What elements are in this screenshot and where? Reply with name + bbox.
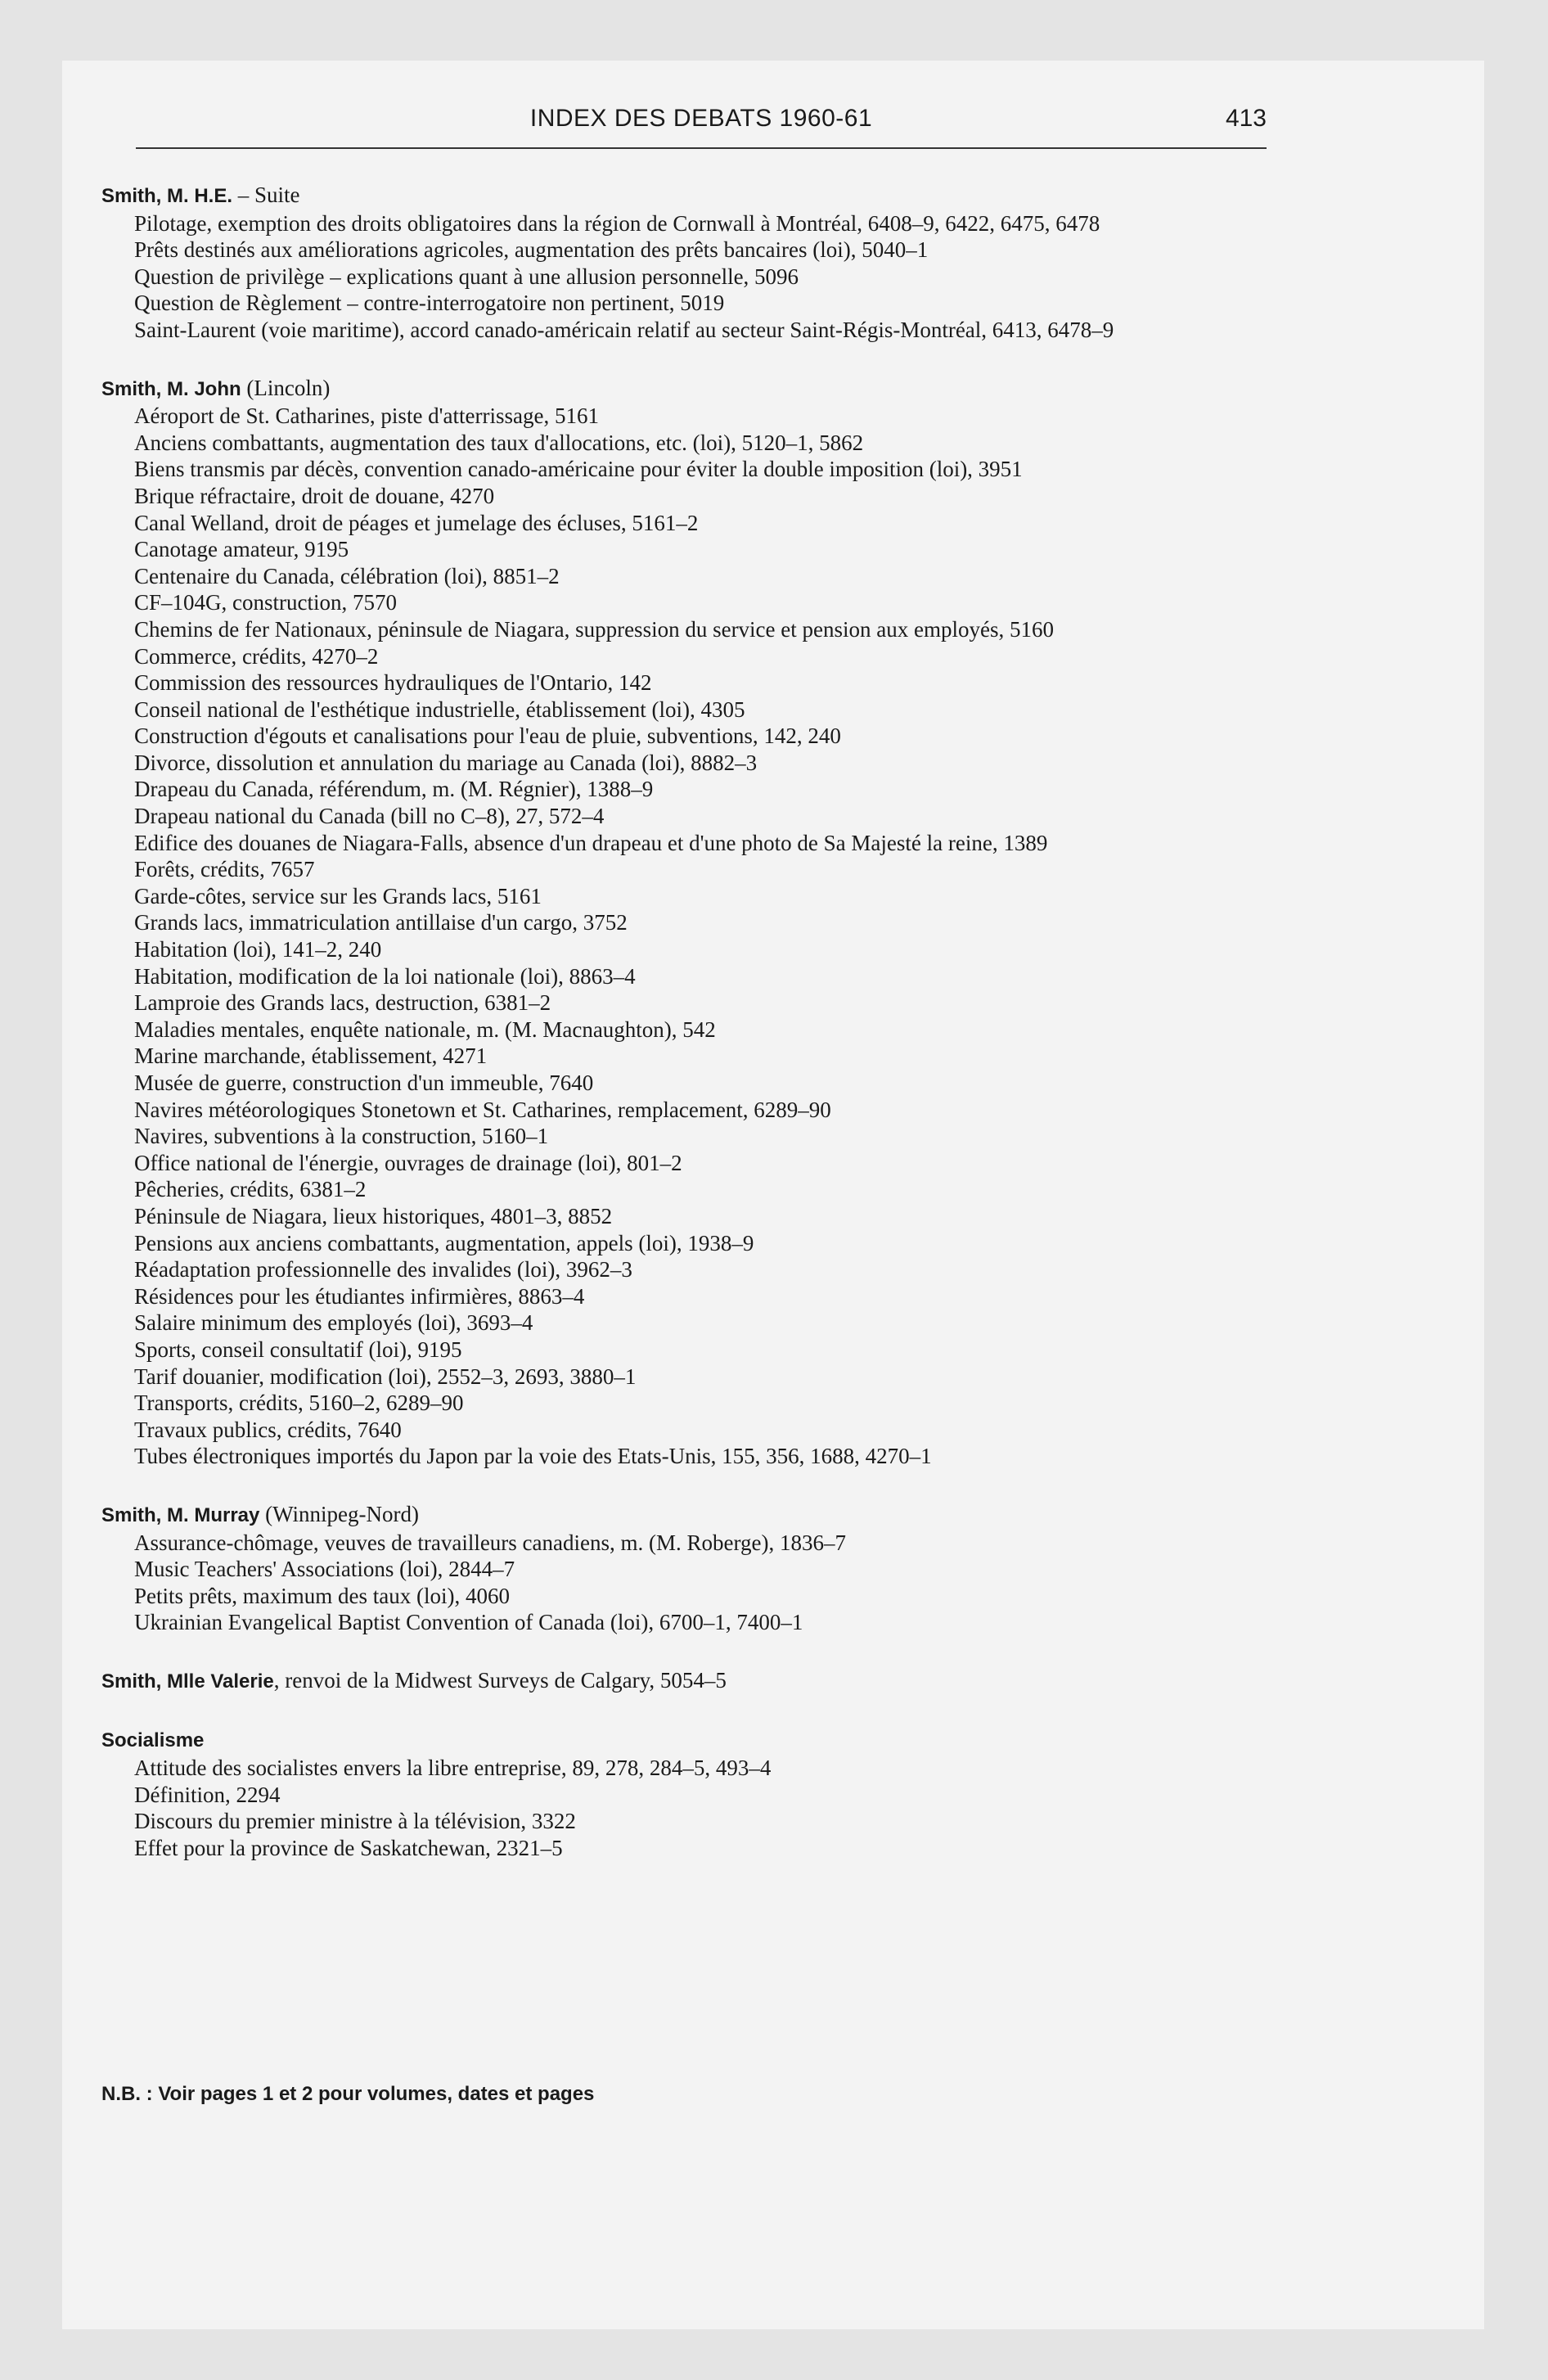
- list-item: Ukrainian Evangelical Baptist Convention of Canada (loi), 6700–1, 7400–1: [134, 1610, 803, 1635]
- list-item: Attitude des socialistes envers la libre entreprise, 89, 278, 284–5, 493–4: [134, 1756, 772, 1781]
- list-item: Tubes électroniques importés du Japon par la voie des Etats-Unis, 155, 356, 1688, 4270–1: [134, 1444, 932, 1469]
- list-item: Transports, crédits, 5160–2, 6289–90: [134, 1391, 464, 1416]
- list-item: Aéroport de St. Catharines, piste d'atterrissage, 5161: [134, 403, 599, 429]
- entry-heading-note: – Suite: [232, 183, 300, 207]
- index-entry-smith-valerie: [101, 1667, 1296, 1696]
- page-header: [136, 98, 1267, 149]
- list-item: Commerce, crédits, 4270–2: [134, 643, 379, 669]
- list-item: Maladies mentales, enquête nationale, m. (M. Macnaughton), 542: [134, 1016, 716, 1042]
- index-entry-socialisme: [101, 1726, 1296, 1861]
- list-item: Brique réfractaire, droit de douane, 4270: [134, 483, 495, 508]
- index-entry-smith-john: [101, 375, 1296, 1470]
- list-item: Question de Règlement – contre-interrogatoire non pertinent, 5019: [134, 291, 725, 316]
- list-item: Chemins de fer Nationaux, péninsule de Niagara, suppression du service et pension aux employés, 5160: [134, 616, 1054, 642]
- list-item: Discours du premier ministre à la télévision, 3322: [134, 1809, 576, 1834]
- entry-heading-note: (Winnipeg-Nord): [259, 1501, 419, 1526]
- entry-heading-note: (Lincoln): [241, 375, 331, 400]
- list-item: Péninsule de Niagara, lieux historiques, 4801–3, 8852: [134, 1203, 613, 1228]
- list-item: Commission des ressources hydrauliques de l'Ontario, 142: [134, 670, 652, 696]
- footer-note: N.B. : Voir pages 1 et 2 pour volumes, dates et pages: [101, 2083, 595, 2105]
- list-item: Pilotage, exemption des droits obligatoires dans la région de Cornwall à Montréal, 6408–9, 6422, 6475, 6478: [134, 210, 1100, 236]
- list-item: Divorce, dissolution et annulation du mariage au Canada (loi), 8882–3: [134, 750, 758, 775]
- list-item: Lamproie des Grands lacs, destruction, 6381–2: [134, 990, 551, 1016]
- list-item: Drapeau national du Canada (bill no C–8), 27, 572–4: [134, 804, 605, 829]
- list-item: CF–104G, construction, 7570: [134, 590, 397, 615]
- list-item: Travaux publics, crédits, 7640: [134, 1417, 402, 1442]
- list-item: Forêts, crédits, 7657: [134, 857, 315, 882]
- list-item: Anciens combattants, augmentation des taux d'allocations, etc. (loi), 5120–1, 5862: [134, 430, 864, 455]
- entry-heading: Socialisme: [101, 1729, 205, 1752]
- list-item: Musée de guerre, construction d'un immeuble, 7640: [134, 1071, 594, 1095]
- entry-heading: Smith, M. H.E.: [101, 185, 233, 207]
- list-item: Effet pour la province de Saskatchewan, 2321–5: [134, 1835, 563, 1860]
- list-item: Petits prêts, maximum des taux (loi), 4060: [134, 1583, 510, 1608]
- list-item: Saint-Laurent (voie maritime), accord canado-américain relatif au secteur Saint-Régis-Montréal, 6413, 6478–9: [134, 317, 1114, 342]
- index-entry-smith-murray: [101, 1501, 1296, 1636]
- list-item: Office national de l'énergie, ouvrages de drainage (loi), 801–2: [134, 1150, 682, 1175]
- list-item: Biens transmis par décès, convention canado-américaine pour éviter la double imposition (loi), 3951: [134, 457, 1023, 482]
- list-item: Navires météorologiques Stonetown et St. Catharines, remplacement, 6289–90: [134, 1097, 831, 1122]
- list-item: Edifice des douanes de Niagara-Falls, absence d'un drapeau et d'une photo de Sa Majesté la reine, 1389: [134, 830, 1048, 855]
- page-number: 413: [1225, 105, 1267, 132]
- list-item: Navires, subventions à la construction, 5160–1: [134, 1124, 549, 1149]
- entry-heading: Smith, Mlle Valerie: [101, 1670, 274, 1693]
- page-title: INDEX DES DEBATS 1960-61: [529, 105, 873, 132]
- list-item: Drapeau du Canada, référendum, m. (M. Régnier), 1388–9: [134, 777, 654, 802]
- list-item: Canal Welland, droit de péages et jumelage des écluses, 5161–2: [134, 510, 699, 535]
- entry-heading-note: , renvoi de la Midwest Surveys de Calgary, 5054–5: [273, 1667, 727, 1693]
- list-item: Résidences pour les étudiantes infirmières, 8863–4: [134, 1283, 585, 1309]
- list-item: Réadaptation professionnelle des invalides (loi), 3962–3: [134, 1257, 632, 1282]
- list-item: Music Teachers' Associations (loi), 2844–7: [134, 1557, 515, 1582]
- entry-heading: Smith, M. John: [101, 377, 241, 400]
- index-entry-smith-he: [101, 182, 1296, 344]
- list-item: Grands lacs, immatriculation antillaise d'un cargo, 3752: [134, 910, 628, 935]
- list-item: Canotage amateur, 9195: [134, 537, 349, 562]
- list-item: Tarif douanier, modification (loi), 2552–3, 2693, 3880–1: [134, 1364, 637, 1389]
- list-item: Marine marchande, établissement, 4271: [134, 1044, 488, 1069]
- list-item: Garde-côtes, service sur les Grands lacs, 5161: [134, 883, 542, 908]
- list-item: Salaire minimum des employés (loi), 3693–4: [134, 1310, 533, 1336]
- list-item: Prêts destinés aux améliorations agricoles, augmentation des prêts bancaires (loi), 5040–1: [134, 237, 929, 263]
- list-item: Définition, 2294: [134, 1782, 281, 1807]
- list-item: Assurance-chômage, veuves de travailleurs canadiens, m. (M. Roberge), 1836–7: [134, 1530, 846, 1555]
- list-item: Question de privilège – explications quant à une allusion personnelle, 5096: [134, 264, 799, 289]
- list-item: Pêcheries, crédits, 6381–2: [134, 1177, 367, 1202]
- entry-heading: Smith, M. Murray: [101, 1503, 260, 1526]
- list-item: Habitation (loi), 141–2, 240: [134, 937, 382, 962]
- list-item: Conseil national de l'esthétique industrielle, établissement (loi), 4305: [134, 696, 745, 722]
- list-item: Pensions aux anciens combattants, augmentation, appels (loi), 1938–9: [134, 1230, 754, 1255]
- list-item: Construction d'égouts et canalisations pour l'eau de pluie, subventions, 142, 240: [134, 723, 841, 749]
- list-item: Sports, conseil consultatif (loi), 9195: [134, 1336, 462, 1362]
- list-item: Habitation, modification de la loi nationale (loi), 8863–4: [134, 963, 636, 989]
- list-item: Centenaire du Canada, célébration (loi), 8851–2: [134, 563, 560, 588]
- index-content: [101, 182, 1296, 1892]
